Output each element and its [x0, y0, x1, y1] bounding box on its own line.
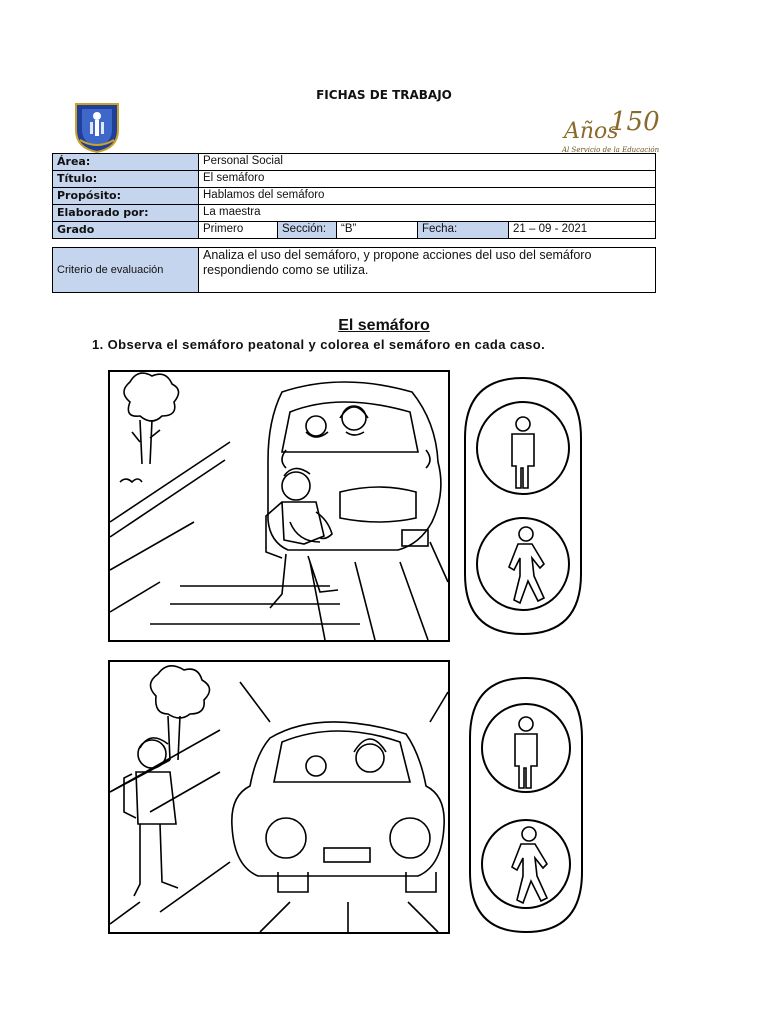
area-value: Personal Social: [199, 154, 656, 171]
walking-person-icon: [512, 827, 547, 903]
instruction-1: 1. Observa el semáforo peatonal y colorea el semáforo en cada caso.: [92, 337, 546, 352]
svg-text:Al Servicio de la Educación: Al Servicio de la Educación: [562, 146, 660, 154]
seccion-label: Sección:: [278, 222, 337, 239]
grado-value: Primero: [199, 222, 278, 239]
walking-person-icon: [509, 527, 544, 603]
standing-person-icon: [512, 417, 534, 488]
grado-label: Grado: [53, 222, 199, 239]
standing-person-icon: [515, 717, 537, 788]
fecha-label: Fecha:: [418, 222, 509, 239]
proposito-label: Propósito:: [53, 188, 199, 205]
criterio-label: Criterio de evaluación: [53, 248, 199, 293]
area-label: Área:: [53, 154, 199, 171]
fecha-value: 21 – 09 - 2021: [509, 222, 656, 239]
svg-text:150: 150: [610, 107, 660, 137]
info-table: [52, 153, 656, 239]
scene-boy-crossing: [108, 370, 450, 642]
proposito-value: Hablamos del semáforo: [199, 188, 656, 205]
elaborado-label: Elaborado por:: [53, 205, 199, 222]
pedestrian-traffic-light-2: [466, 674, 586, 936]
svg-text:Años: Años: [564, 119, 619, 144]
titulo-value: El semáforo: [199, 171, 656, 188]
scene-boy-waiting: [108, 660, 450, 934]
pedestrian-traffic-light-1: [460, 374, 586, 638]
school-crest-logo: [72, 100, 122, 154]
document-header: FICHAS DE TRABAJO: [316, 88, 452, 102]
anniversary-logo: [556, 100, 660, 156]
criteria-table: [52, 247, 656, 293]
titulo-label: Título:: [53, 171, 199, 188]
worksheet-title: El semáforo: [338, 317, 430, 334]
elaborado-value: La maestra: [199, 205, 656, 222]
criterio-value: Analiza el uso del semáforo, y propone acciones del uso del semáforo respondiendo como se utiliza.: [199, 248, 656, 293]
seccion-value: “B”: [337, 222, 418, 239]
